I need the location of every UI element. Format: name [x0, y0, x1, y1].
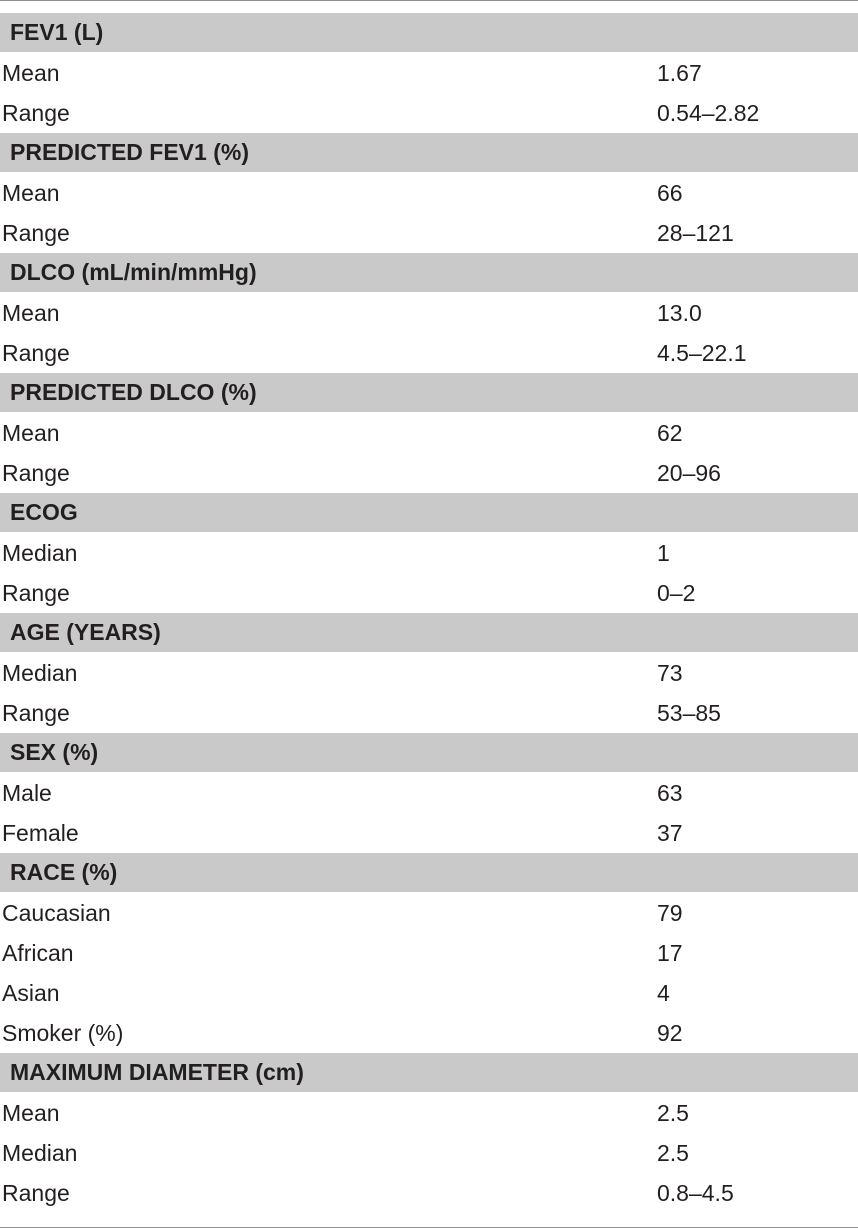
row-value: 4 [657, 979, 670, 1006]
table-row [0, 693, 858, 733]
row-value: 1.67 [657, 59, 702, 86]
row-value: 4.5–22.1 [657, 339, 747, 366]
row-value: 79 [657, 899, 683, 926]
section-header-race: RACE (%) [0, 853, 858, 893]
row-value: 62 [657, 419, 683, 446]
row-label: Range [2, 219, 70, 246]
row-label: Smoker (%) [2, 1019, 124, 1046]
section-header-age: AGE (YEARS) [0, 613, 858, 653]
row-label: Mean [2, 419, 60, 446]
section-header-predicted-dlco: PREDICTED DLCO (%) [0, 373, 858, 413]
table-row [0, 293, 858, 333]
row-value: 17 [657, 939, 683, 966]
table-row [0, 653, 858, 693]
table-top-rule [0, 0, 858, 1]
row-value: 63 [657, 779, 683, 806]
table-row [0, 1013, 858, 1053]
table-row [0, 453, 858, 493]
table-row [0, 573, 858, 613]
section-header-fev1: FEV1 (L) [0, 13, 858, 53]
section-header-predicted-fev1: PREDICTED FEV1 (%) [0, 133, 858, 173]
section-header-sex: SEX (%) [0, 733, 858, 773]
row-value: 0.54–2.82 [657, 99, 760, 126]
table-row [0, 213, 858, 253]
table-row [0, 893, 858, 933]
section-header-dlco: DLCO (mL/min/mmHg) [0, 253, 858, 293]
table-row [0, 1173, 858, 1213]
table-row [0, 773, 858, 813]
table-row [0, 933, 858, 973]
row-label: Range [2, 459, 70, 486]
row-label: Median [2, 539, 78, 566]
row-label: Female [2, 819, 79, 846]
row-label: Range [2, 99, 70, 126]
row-label: Mean [2, 59, 60, 86]
row-label: Mean [2, 1099, 60, 1126]
row-value: 0.8–4.5 [657, 1179, 734, 1206]
table-row [0, 413, 858, 453]
row-label: Mean [2, 179, 60, 206]
table-row [0, 333, 858, 373]
row-label: Range [2, 579, 70, 606]
row-label: Median [2, 659, 78, 686]
row-value: 20–96 [657, 459, 721, 486]
row-value: 1 [657, 539, 670, 566]
row-label: African [2, 939, 74, 966]
table-row [0, 1133, 858, 1173]
row-value: 37 [657, 819, 683, 846]
row-value: 0–2 [657, 579, 696, 606]
table-row [0, 173, 858, 213]
row-value: 2.5 [657, 1139, 689, 1166]
row-label: Asian [2, 979, 60, 1006]
table-row [0, 53, 858, 93]
table-row [0, 973, 858, 1013]
table-row [0, 93, 858, 133]
row-label: Median [2, 1139, 78, 1166]
row-value: 2.5 [657, 1099, 689, 1126]
row-label: Range [2, 1179, 70, 1206]
row-value: 53–85 [657, 699, 721, 726]
row-value: 66 [657, 179, 683, 206]
table-row [0, 533, 858, 573]
row-label: Caucasian [2, 899, 111, 926]
section-header-maximum-diameter: MAXIMUM DIAMETER (cm) [0, 1053, 858, 1093]
row-label: Range [2, 339, 70, 366]
row-value: 28–121 [657, 219, 734, 246]
table-row [0, 813, 858, 853]
row-value: 92 [657, 1019, 683, 1046]
row-label: Mean [2, 299, 60, 326]
row-value: 73 [657, 659, 683, 686]
row-label: Male [2, 779, 52, 806]
row-label: Range [2, 699, 70, 726]
table-row [0, 1093, 858, 1133]
row-value: 13.0 [657, 299, 702, 326]
section-header-ecog: ECOG [0, 493, 858, 533]
